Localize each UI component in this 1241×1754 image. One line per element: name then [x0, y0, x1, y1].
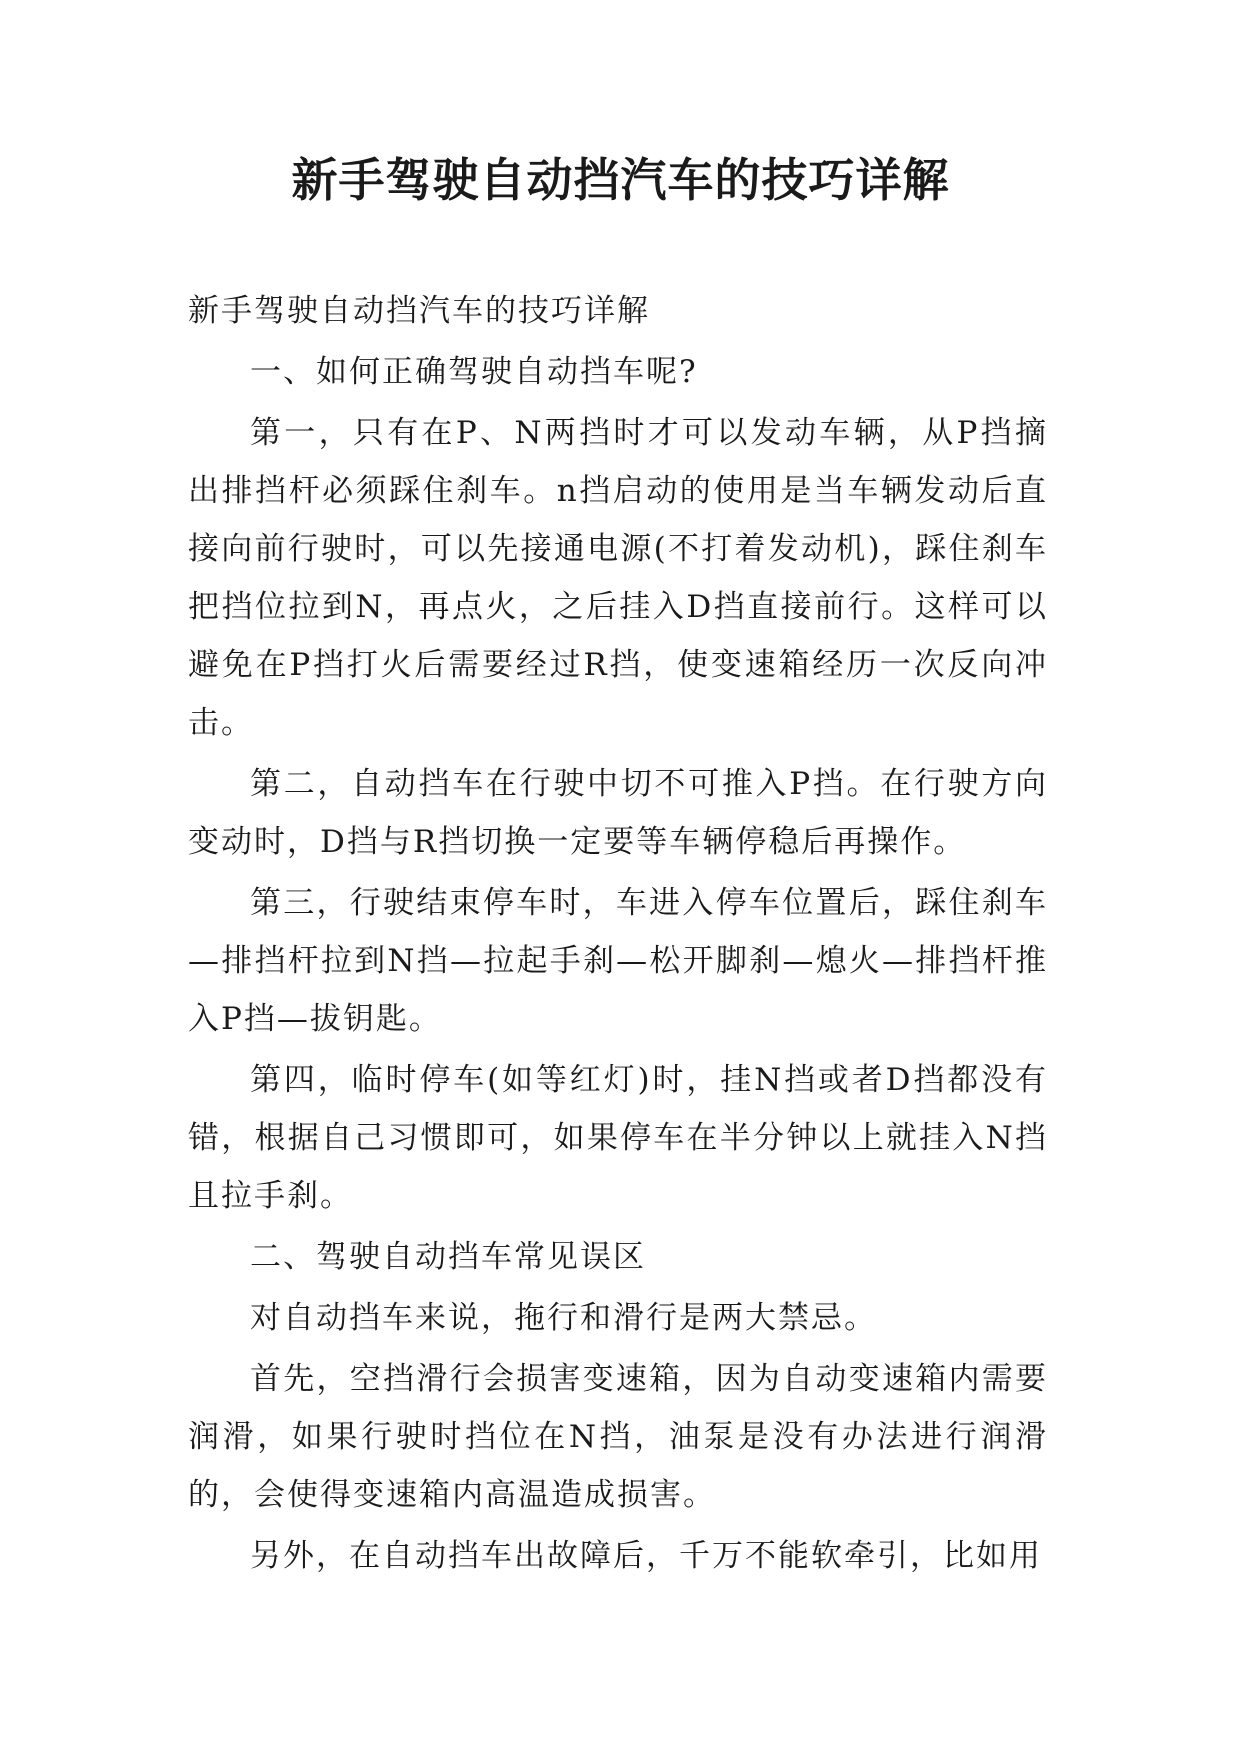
- paragraph: 第一，只有在P、N两挡时才可以发动车辆，从P挡摘出排挡杆必须踩住刹车。n挡启动的使用是当车辆发动后直接向前行驶时，可以先接通电源(不打着发动机)，踩住刹车把挡位拉到N，再点火，之后挂入D挡直接前行。这样可以避免在P挡打火后需要经过R挡，使变速箱经历一次反向冲击。: [188, 415, 1048, 741]
- paragraph-section-heading: 一、如何正确驾驶自动挡车呢?: [250, 354, 698, 390]
- document-title: 新手驾驶自动挡汽车的技巧详解: [291, 153, 950, 207]
- paragraph: 首先，空挡滑行会损害变速箱，因为自动变速箱内需要润滑，如果行驶时挡位在N挡，油泵是没有办法进行润滑的，会使得变速箱内高温造成损害。: [188, 1361, 1048, 1513]
- paragraph: 第三，行驶结束停车时，车进入停车位置后，踩住刹车—排挡杆拉到N挡—拉起手刹—松开脚刹—熄火—排挡杆推入P挡—拔钥匙。: [188, 885, 1048, 1037]
- paragraph-section-heading: 二、驾驶自动挡车常见误区: [250, 1239, 646, 1275]
- paragraph: 第四，临时停车(如等红灯)时，挂N挡或者D挡都没有错，根据自己习惯即可，如果停车在半分钟以上就挂入N挡且拉手刹。: [188, 1062, 1048, 1214]
- paragraph: 对自动挡车来说，拖行和滑行是两大禁忌。: [250, 1300, 877, 1336]
- paragraph: 另外，在自动挡车出故障后，千万不能软牵引，比如用: [250, 1538, 1042, 1574]
- paragraph: 第二，自动挡车在行驶中切不可推入P挡。在行驶方向变动时，D挡与R挡切换一定要等车辆停稳后再操作。: [188, 766, 1048, 860]
- paragraph-subtitle: 新手驾驶自动挡汽车的技巧详解: [188, 293, 650, 329]
- document-body: [188, 282, 1048, 1588]
